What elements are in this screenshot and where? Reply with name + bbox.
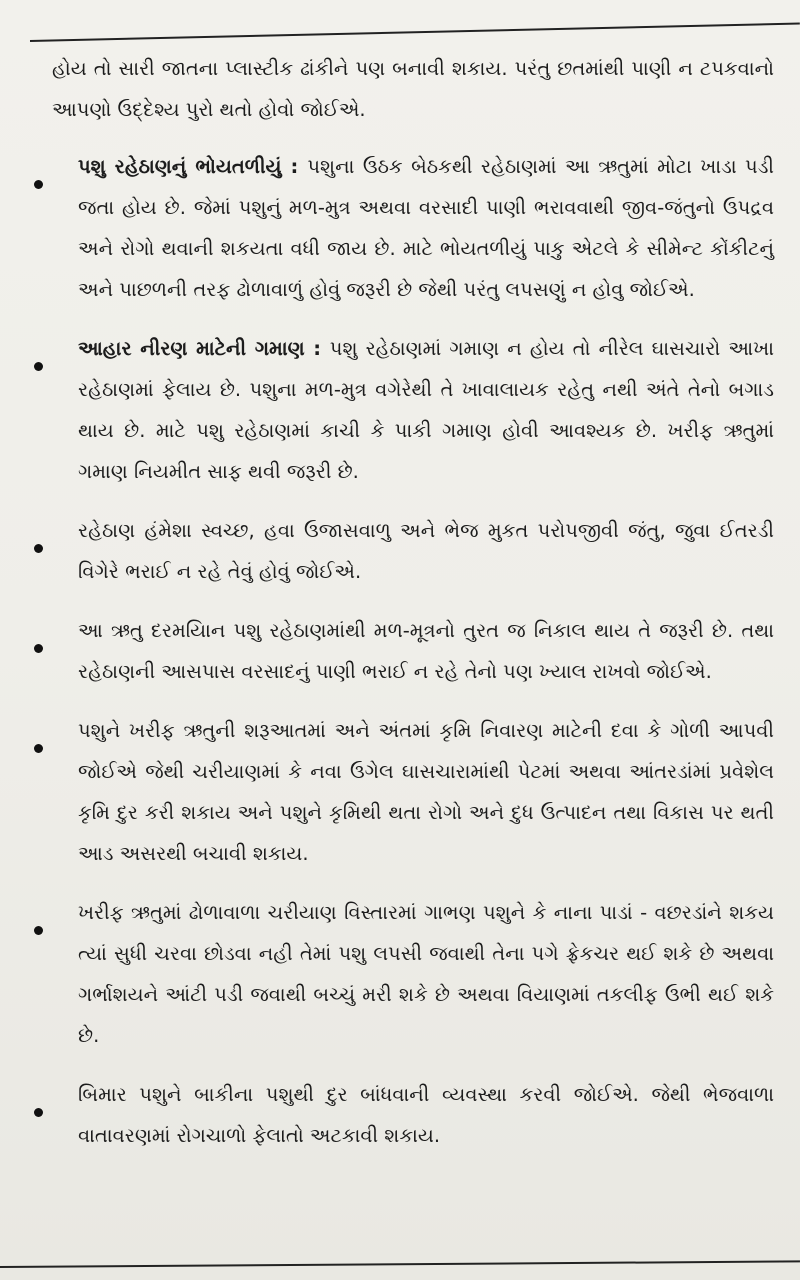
item-text: બિમાર પશુને બાકીના પશુથી દુર બાંધવાની વ્યવસ્થા કરવી જોઈએ. જેથી ભેજવાળા વાતાવરણમાં રોગચાળો ફેલાતો અટકાવી શકાય. — [78, 1083, 774, 1147]
page-content — [52, 48, 774, 1174]
bullet-icon — [34, 926, 43, 935]
bullet-item-manger — [52, 328, 774, 492]
bullet-item-grazing — [52, 892, 774, 1056]
item-text: પશુને ખરીફ ઋતુની શરૂઆતમાં અને અંતમાં કૃમિ નિવારણ માટેની દવા કે ગોળી આપવી જોઈએ જેથી ચરીયાણમાં કે નવા ઉગેલ ઘાસચારામાંથી પેટમાં અથવા આંતરડાંમાં પ્રવેશેલ કૃમિ દુર કરી શકાય અને પશુને કૃમિથી થતા રોગો અને દુધ ઉત્પાદન તથા વિકાસ પર થતી આડ અસરથી બચાવી શકાય. — [78, 719, 774, 865]
bullet-item-deworming — [52, 710, 774, 874]
item-title: આહાર નીરણ માટેની ગમાણ : — [78, 337, 330, 360]
intro-paragraph: હોય તો સારી જાતના પ્લાસ્ટીક ઢાંકીને પણ બનાવી શકાય. પરંતુ છતમાંથી પાણી ન ટપકવાનો આપણો ઉદ્દેશ્ય પુરો થતો હોવો જોઈએ. — [52, 57, 774, 121]
bullet-icon — [34, 644, 43, 653]
item-text: રહેઠાણ હંમેશા સ્વચ્છ, હવા ઉજાસવાળુ અને ભેજ મુકત પરોપજીવી જંતુ, જુવા ઈતરડી વિગેરે ભરાઈ ન રહે તેવું હોવું જોઈએ. — [78, 519, 774, 583]
bullet-item-flooring — [52, 146, 774, 310]
bottom-rule — [0, 1260, 800, 1268]
bullet-item-cleanliness — [52, 510, 774, 592]
item-text: આ ઋતુ દરમયિાન પશુ રહેઠાણમાંથી મળ-મૂત્રનો તુરત જ નિકાલ થાય તે જરૂરી છે. તથા રહેઠાણની આસપાસ વરસાદનું પાણી ભરાઈ ન રહે તેનો પણ ખ્યાલ રાખવો જોઈએ. — [78, 619, 774, 683]
bullet-icon — [34, 544, 43, 553]
bullet-item-isolation — [52, 1074, 774, 1156]
item-title: પશુ રહેઠાણનું ભોયતળીયું : — [78, 155, 308, 178]
bullet-icon — [34, 362, 43, 371]
bullet-item-drainage — [52, 610, 774, 692]
bullet-icon — [34, 744, 43, 753]
item-text: પશુના ઉઠક બેઠકથી રહેઠાણમાં આ ઋતુમાં મોટા ખાડા પડી જતા હોય છે. જેમાં પશુનું મળ-મુત્ર અથવા વરસાદી પાણી ભરાવવાથી જીવ-જંતુનો ઉપદ્રવ અને રોગો થવાની શકયતા વધી જાય છે. માટે ભોયતળીયું પાકુ એટલે કે સીમેન્ટ કોંકીટનું અને પાછળની તરફ ઢોળાવાળું હોવું જરૂરી છે જેથી પરંતુ લપસણું ન હોવુ જોઈએ. — [78, 155, 774, 301]
bullet-icon — [34, 180, 43, 189]
item-text: ખરીફ ઋતુમાં ઢોળાવાળા ચરીયાણ વિસ્તારમાં ગાભણ પશુને કે નાના પાડાં - વછરડાંને શકય ત્યાં સુધી ચરવા છોડવા નહી તેમાં પશુ લપસી જવાથી તેના પગે ફ્રેકચર થઈ શકે છે અથવા ગર્ભાશયને આંટી પડી જવાથી બચ્ચું મરી શકે છે અથવા વિયાણમાં તકલીફ ઉભી થઈ શકે છે. — [78, 901, 774, 1047]
item-text: પશુ રહેઠાણમાં ગમાણ ન હોય તો નીરેલ ઘાસચારો આખા રહેઠાણમાં ફેલાય છે. પશુના મળ-મુત્ર વગેરેથી તે ખાવાલાયક રહેતુ નથી અંતે તેનો બગાડ થાય છે. માટે પશુ રહેઠાણમાં કાચી કે પાકી ગમાણ હોવી આવશ્યક છે. ખરીફ ઋતુમાં ગમાણ નિયમીત સાફ થવી જરૂરી છે. — [78, 337, 774, 483]
bullet-icon — [34, 1108, 43, 1117]
top-rule — [30, 23, 800, 42]
